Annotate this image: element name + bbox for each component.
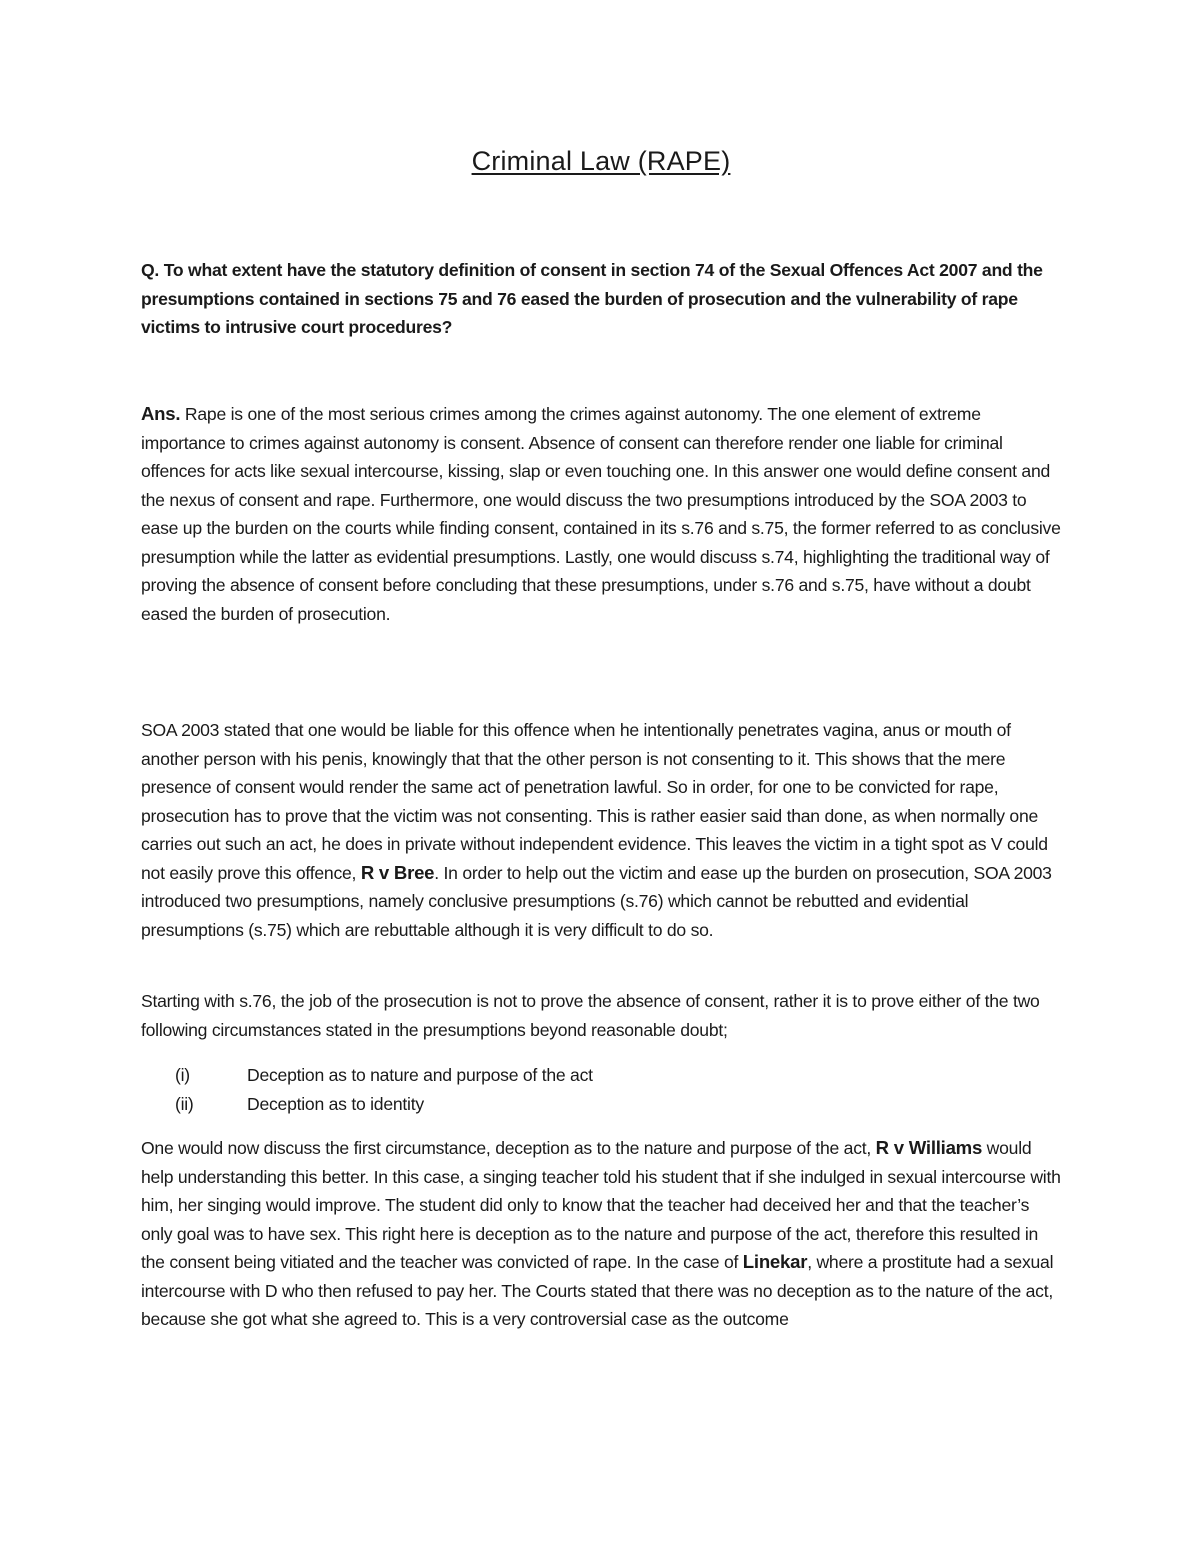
list-item [141, 1061, 1061, 1090]
paragraph-text: SOA 2003 stated that one would be liable for this offence when he intentionally penetrates vagina, anus or mouth of another person with his penis, knowingly that that the other person is not consenting to it. This shows that the mere presence of consent would render the same act of penetration lawful. So in order, for one to be convicted for rape, prosecution has to prove that the victim was not consenting. This is rather easier said than done, as when normally one carries out such an act, he does in private without independent evidence. This leaves the victim in a tight spot as V could not easily prove this offence, [141, 720, 1048, 883]
answer-text: Rape is one of the most serious crimes among the crimes against autonomy. The one element of extreme importance to crimes against autonomy is consent. Absence of consent can therefore render one liable for criminal offences for acts like sexual intercourse, kissing, slap or even touching one. In this answer one would define consent and the nexus of consent and rape. Furthermore, one would discuss the two presumptions introduced by the SOA 2003 to ease up the burden on the courts while finding consent, contained in its s.76 and s.75, the former referred to as conclusive presumption while the latter as evidential presumptions. Lastly, one would discuss s.74, highlighting the traditional way of proving the absence of consent before concluding that these presumptions, under s.76 and s.75, have without a doubt eased the burden of prosecution. [141, 404, 1061, 624]
list-item [141, 1090, 1061, 1119]
list-item-text: Deception as to nature and purpose of the act [247, 1065, 593, 1085]
circumstance-list [141, 1061, 1061, 1118]
case-name-linekar: Linekar [742, 1251, 808, 1272]
answer-label: Ans. [141, 403, 181, 424]
paragraph-s76: Starting with s.76, the job of the prosecution is not to prove the absence of consent, rather it is to prove either of the two following circumstances stated in the presumptions beyond reasonable doubt; [141, 991, 1040, 1040]
list-item-text: Deception as to identity [247, 1093, 424, 1114]
paragraph-first-circumstance [141, 1134, 1061, 1334]
paragraph-text: , where a prostitute had a sexual intercourse with D who then refused to pay her. The Courts stated that there was no deception as to the nature of the act, because she got what she agreed to. This is a very controversial case as the outcome [141, 1252, 1054, 1329]
document-page [141, 0, 1061, 1553]
list-marker: (i) [175, 1065, 190, 1085]
paragraph-text: would help understanding this better. In this case, a singing teacher told his student that if she indulged in sexual intercourse with him, her singing would improve. The student did only to know that the teacher had deceived her and that the teacher’s only goal was to have sex. This right here is deception as to the nature and purpose of the act, therefore this resulted in the consent being vitiated and the teacher was convicted of rape. In the case of [141, 1138, 1061, 1272]
list-marker: (ii) [175, 1093, 194, 1114]
question-text: Q. To what extent have the statutory definition of consent in section 74 of the Sexual Offences Act 2007 and the presumptions contained in sections 75 and 76 eased the burden of prosecution and the vulnerability of rape victims to intrusive court procedures? [141, 260, 1043, 337]
case-name-r-v-bree: R v Bree [360, 861, 435, 883]
case-name-r-v-williams: R v Williams [875, 1137, 983, 1158]
document-title: Criminal Law (RAPE) [471, 146, 731, 176]
answer-paragraph [141, 400, 1061, 628]
paragraph-text: . In order to help out the victim and ease up the burden on prosecution, SOA 2003 introduced two presumptions, namely conclusive presumptions (s.76) which cannot be rebutted and evidential presumptions (s.75) which are rebuttable although it is very difficult to do so. [141, 862, 1052, 940]
paragraph-soa-2003 [141, 716, 1061, 944]
paragraph-text: One would now discuss the first circumstance, deception as to the nature and purpose of the act, [141, 1138, 876, 1158]
